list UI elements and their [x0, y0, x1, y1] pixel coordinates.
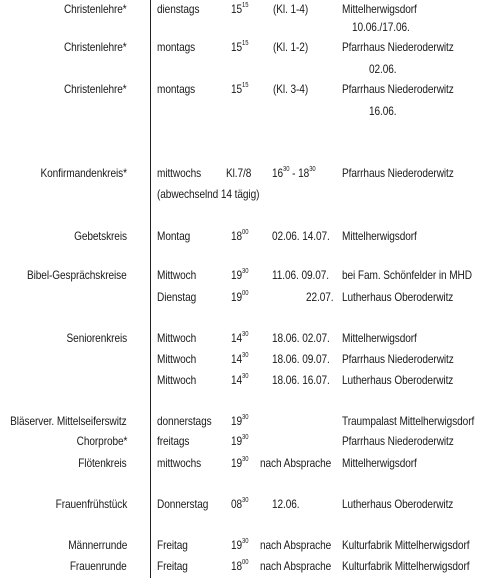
event-date-range-text: 10.06./17.06. — [352, 20, 410, 34]
event-day-text: montags — [157, 40, 196, 54]
event-time — [272, 166, 316, 180]
event-day-text: mittwochs — [157, 166, 202, 180]
event-name — [64, 82, 127, 96]
event-day-text: Mittwoch — [157, 331, 197, 345]
event-time — [231, 538, 248, 552]
event-name-text: Chorprobe* — [76, 434, 127, 448]
event-location-text: Pfarrhaus Niederoderwitz — [342, 166, 454, 180]
event-day-text: freitags — [157, 434, 190, 448]
event-time — [231, 331, 248, 345]
event-date-range — [352, 20, 410, 34]
event-day — [157, 456, 201, 470]
time-minutes: 30 — [242, 268, 249, 275]
event-day — [157, 82, 195, 96]
event-location — [342, 40, 454, 54]
event-location-text: Pfarrhaus Niederoderwitz — [342, 82, 454, 96]
event-day — [157, 290, 196, 304]
event-dates-text: 02.06. 14.07. — [272, 229, 330, 243]
event-location — [342, 559, 469, 573]
event-location — [342, 373, 453, 387]
time-hours: 15 — [231, 2, 243, 16]
time-separator: - — [289, 166, 299, 180]
event-day-text: Mittwoch — [157, 373, 197, 387]
event-location — [342, 414, 474, 428]
event-location-text: Mittelherwigsdorf — [342, 331, 417, 345]
time-minutes: 30 — [242, 434, 249, 441]
event-day — [157, 559, 188, 573]
event-time — [231, 2, 248, 16]
time-minutes: 30 — [242, 497, 249, 504]
class-range-text: (Kl. 3-4) — [273, 82, 309, 96]
event-name — [70, 559, 127, 573]
event-name-text: Christenlehre* — [64, 82, 127, 96]
event-name-text: Bibel-Gesprächskreise — [27, 268, 127, 282]
event-time — [231, 268, 248, 282]
time-minutes: 00 — [242, 559, 249, 566]
time-minutes: 15 — [242, 82, 249, 89]
event-day-text: Montag — [157, 229, 191, 243]
event-class-text: Kl.7/8 — [226, 166, 252, 180]
event-dates-text: 18.06. 09.07. — [272, 352, 330, 366]
event-location — [342, 2, 417, 16]
time-minutes: 30 — [283, 166, 290, 173]
event-name — [41, 166, 127, 180]
event-location — [342, 352, 454, 366]
event-day — [157, 40, 195, 54]
event-dates — [260, 559, 331, 573]
event-location-text: Mittelherwigsdorf — [342, 456, 417, 470]
event-dates — [260, 456, 331, 470]
event-time — [231, 434, 248, 448]
event-dates-text: nach Absprache — [260, 538, 332, 552]
event-day — [157, 414, 212, 428]
time-minutes: 30 — [242, 352, 249, 359]
event-dates — [272, 373, 330, 387]
time-hours: 15 — [231, 40, 243, 54]
event-day-text: mittwochs — [157, 456, 202, 470]
event-day — [157, 497, 208, 511]
event-location — [342, 456, 417, 470]
time-minutes: 15 — [242, 2, 249, 9]
event-location-text: Pfarrhaus Niederoderwitz — [342, 352, 454, 366]
event-time — [231, 559, 248, 573]
time-minutes: 00 — [242, 290, 249, 297]
event-location — [342, 166, 454, 180]
event-location-text: bei Fam. Schönfelder in MHD — [342, 268, 472, 282]
event-date-range-text: 16.06. — [369, 104, 397, 118]
event-day — [157, 352, 196, 366]
time-hours: 14 — [231, 373, 243, 387]
event-name-text: Gebetskreis — [74, 229, 127, 243]
column-divider — [150, 0, 151, 578]
event-class — [226, 166, 251, 180]
event-dates — [260, 538, 331, 552]
event-location — [342, 290, 453, 304]
event-location — [342, 331, 417, 345]
event-day-text: Freitag — [157, 538, 188, 552]
event-day — [157, 268, 196, 282]
time-hours: 18 — [231, 559, 243, 573]
event-time — [231, 290, 248, 304]
event-name-text: Seniorenkreis — [66, 331, 127, 345]
event-location-text: Mittelherwigsdorf — [342, 2, 417, 16]
time-hours: 14 — [231, 331, 243, 345]
time-minutes: 30 — [242, 373, 249, 380]
event-name — [76, 434, 127, 448]
event-dates-text: nach Absprache — [260, 456, 332, 470]
event-location-text: Traumpalast Mittelherwigsdorf — [342, 414, 475, 428]
event-time — [231, 229, 248, 243]
event-dates — [272, 229, 330, 243]
event-day — [157, 229, 190, 243]
event-name — [68, 538, 127, 552]
event-day — [157, 331, 196, 345]
event-location — [342, 434, 454, 448]
event-day-text: Mittwoch — [157, 268, 197, 282]
event-time — [231, 414, 248, 428]
event-location — [342, 82, 454, 96]
event-dates-text: 22.07. — [306, 290, 334, 304]
event-time — [231, 497, 248, 511]
time-hours: 18 — [231, 229, 243, 243]
time-hours: 08 — [231, 497, 243, 511]
event-location-text: Lutherhaus Oberoderwitz — [342, 290, 454, 304]
event-location — [342, 538, 469, 552]
event-day-text: dienstags — [157, 2, 200, 16]
event-dates — [306, 290, 334, 304]
time-hours: 19 — [231, 434, 243, 448]
event-location — [342, 268, 472, 282]
event-name — [66, 331, 127, 345]
event-dates — [272, 331, 330, 345]
event-name — [74, 229, 127, 243]
event-time — [231, 373, 248, 387]
event-date-range — [369, 104, 397, 118]
time-minutes: 30 — [242, 538, 249, 545]
event-name — [55, 497, 127, 511]
event-date-range-text: 02.06. — [369, 62, 397, 76]
event-class-range — [273, 40, 308, 54]
time-hours: 15 — [231, 82, 243, 96]
event-name — [64, 40, 127, 54]
time-hours: 19 — [231, 268, 243, 282]
event-time — [231, 352, 248, 366]
event-day — [157, 538, 188, 552]
class-range-text: (Kl. 1-4) — [273, 2, 309, 16]
event-day-text: donnerstags — [157, 414, 212, 428]
event-day-text: Dienstag — [157, 290, 197, 304]
event-name — [79, 456, 127, 470]
event-dates — [272, 268, 329, 282]
event-time — [231, 456, 248, 470]
event-name-text: Konfirmandenkreis* — [40, 166, 127, 180]
event-time — [231, 40, 248, 54]
event-dates — [272, 352, 330, 366]
event-name — [64, 2, 127, 16]
event-name — [11, 414, 127, 428]
event-name — [27, 268, 127, 282]
time-hours: 16 — [272, 166, 284, 180]
event-name-text: Christenlehre* — [64, 40, 127, 54]
event-date-range — [369, 62, 397, 76]
time-hours: 19 — [231, 538, 243, 552]
event-location-text: Pfarrhaus Niederoderwitz — [342, 40, 454, 54]
event-class-range — [273, 82, 308, 96]
event-day — [157, 373, 196, 387]
time-minutes: 30 — [242, 331, 249, 338]
event-location-text: Mittelherwigsdorf — [342, 229, 417, 243]
event-dates-text: 11.06. 09.07. — [272, 268, 330, 282]
time-hours: 19 — [231, 290, 243, 304]
event-class-range — [273, 2, 308, 16]
event-name-text: Bläserver. Mittelseiferswitz — [10, 414, 127, 428]
event-location-text: Pfarrhaus Niederoderwitz — [342, 434, 454, 448]
time-minutes: 30 — [242, 414, 249, 421]
time2-minutes: 30 — [309, 166, 316, 173]
time-minutes: 15 — [242, 40, 249, 47]
event-name-text: Flötenkreis — [78, 456, 127, 470]
event-note — [157, 187, 259, 201]
time2-hours: 18 — [298, 166, 310, 180]
event-location-text: Lutherhaus Oberoderwitz — [342, 373, 454, 387]
event-name-text: Männerrunde — [67, 538, 127, 552]
event-dates-text: 18.06. 02.07. — [272, 331, 330, 345]
class-range-text: (Kl. 1-2) — [273, 40, 309, 54]
event-note-text: (abwechselnd 14 tägig) — [157, 187, 260, 201]
time-hours: 19 — [231, 456, 243, 470]
time-minutes: 00 — [242, 229, 249, 236]
event-dates-text: nach Absprache — [260, 559, 332, 573]
event-location-text: Kulturfabrik Mittelherwigsdorf — [342, 538, 470, 552]
event-time — [231, 82, 248, 96]
event-location — [342, 229, 417, 243]
event-location-text: Kulturfabrik Mittelherwigsdorf — [342, 559, 470, 573]
event-day — [157, 434, 189, 448]
event-name-text: Christenlehre* — [64, 2, 127, 16]
event-day-text: Freitag — [157, 559, 188, 573]
event-day — [157, 166, 201, 180]
time-hours: 14 — [231, 352, 243, 366]
time-minutes: 30 — [242, 456, 249, 463]
time-hours: 19 — [231, 414, 243, 428]
event-name-text: Frauenfrühstück — [55, 497, 127, 511]
event-day — [157, 2, 199, 16]
event-location — [342, 497, 453, 511]
event-dates-text: 12.06. — [272, 497, 300, 511]
event-dates-text: 18.06. 16.07. — [272, 373, 330, 387]
event-dates — [272, 497, 300, 511]
event-location-text: Lutherhaus Oberoderwitz — [342, 497, 454, 511]
event-day-text: Mittwoch — [157, 352, 197, 366]
event-name-text: Frauenrunde — [70, 559, 127, 573]
event-day-text: montags — [157, 82, 196, 96]
event-day-text: Donnerstag — [157, 497, 209, 511]
